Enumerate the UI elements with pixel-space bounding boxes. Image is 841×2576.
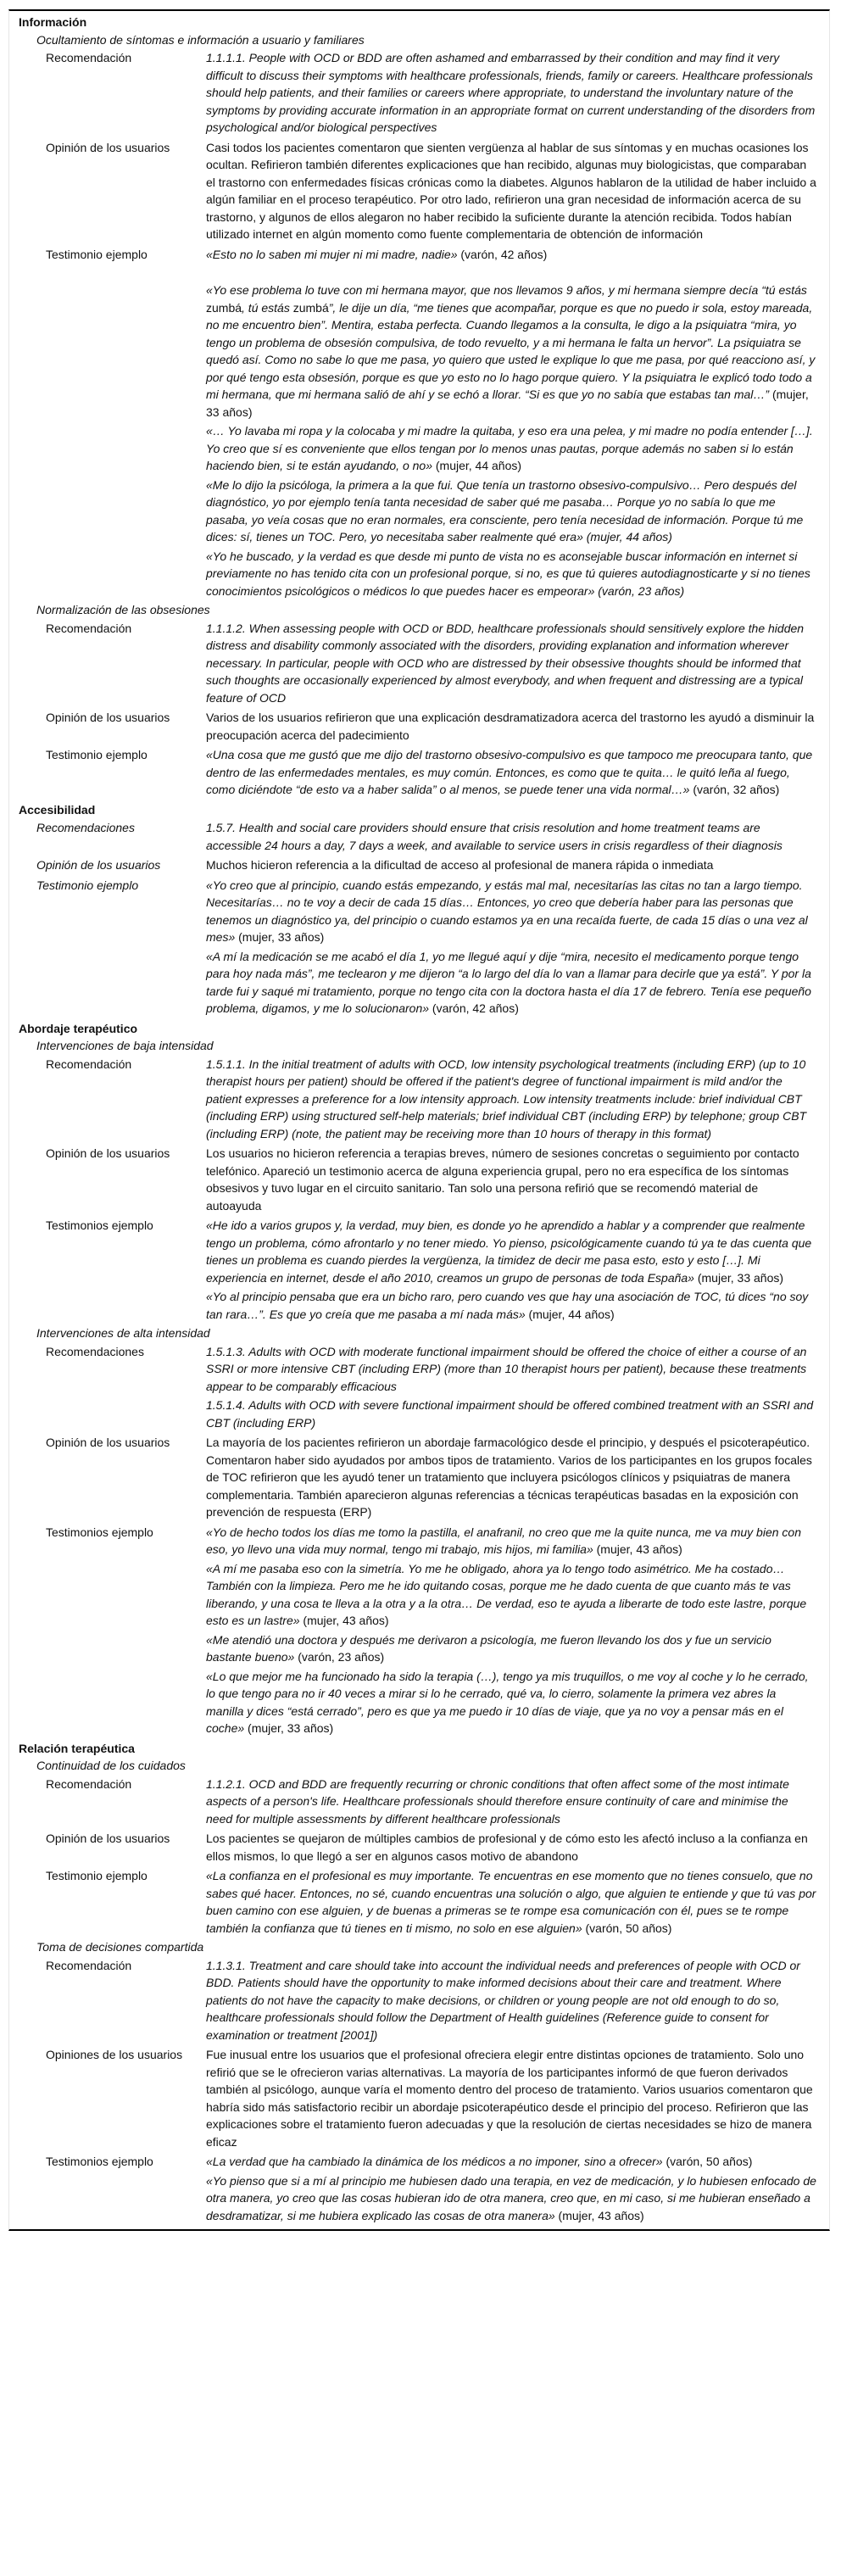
table-row: [9, 877, 829, 1019]
section-title: Abordaje terapéutico: [19, 1021, 138, 1035]
row-value: [206, 877, 816, 1019]
quote-text: 1.1.2.1. OCD and BDD are frequently recurring or chronic conditions that often affect some of the most intimate aspects of a person's life. Healthcare professionals should therefore ensure continuity of care and minimise the need for multiple assessments by different healthcare professionals: [206, 1776, 789, 1826]
row-label: Recomendaciones: [46, 1344, 144, 1358]
table-row: [9, 2153, 829, 2226]
paragraph: [206, 1217, 816, 1286]
attribution-text: (mujer, 43 años): [593, 1542, 682, 1556]
row-value: [206, 1145, 816, 1216]
attribution-text: zumbá: [292, 300, 329, 315]
quote-text: «Yo pienso que si a mí al principio me hubiesen dado una terapia, en vez de medicación, y lo hubiesen enfocado de otra manera, yo creo que las cosas hubieran ido de otra manera, creo que, en mi caso, si me hubieran enseñado a desdramatizar, si me hubiera explicado las cosas de otra manera»: [206, 2173, 816, 2222]
paragraph: [206, 246, 816, 264]
paragraph: [206, 49, 816, 137]
quote-text: «La verdad que ha cambiado la dinámica de los médicos a no imponer, sino a ofrecer»: [206, 2155, 663, 2168]
paragraph: [206, 1867, 816, 1937]
paragraph: [206, 2153, 816, 2171]
table-row: [9, 746, 829, 800]
paragraph: [206, 1560, 816, 1630]
paragraph: [206, 746, 816, 799]
paragraph: [206, 856, 816, 874]
row-label: Recomendación: [46, 1776, 132, 1791]
quote-text: «La confianza en el profesional es muy importante. Te encuentras en ese momento que no tienes consuelo, que no sabes qué hacer. Entonces, no sé, cuando encuentras una solución o algo, que alguien te entiende y que tú vas por buen camino con ese alguien, y de buenas a primeras se te rompe esa comunicación con él, pues se te rompe también la confianza que tú tienes en ti mismo, no solo en ese alguien»: [206, 1869, 816, 1935]
paragraph: [206, 2046, 816, 2150]
table-row: [9, 1217, 829, 1324]
row-value: [206, 49, 816, 138]
attribution-text: (varón, 42 años): [429, 1001, 519, 1015]
paragraph: [206, 819, 816, 854]
quote-text: «Esto no lo saben mi mujer ni mi madre, nadie»: [206, 247, 458, 261]
quote-text: «Yo de hecho todos los días me tomo la pastilla, el anafranil, no creo que me la quite nunca, me va muy bien con eso, yo llevo una vida muy normal, tengo mi trabajo, mis hijos, mi familia»: [206, 1525, 801, 1556]
row-value: [206, 819, 816, 856]
paragraph: [206, 1524, 816, 1558]
table-row: [9, 1830, 829, 1866]
attribution-text: (varón, 50 años): [582, 1921, 672, 1935]
quote-text: «Yo al principio pensaba que era un bicho raro, pero cuando ves que hay una asociación de TOC, tú dices “no soy tan rara…”. Es que yo creía que me pasaba a mí nada más»: [206, 1290, 809, 1321]
table-row: [9, 1776, 829, 1830]
quote-text: 1.1.1.1. People with OCD or BDD are often ashamed and embarrassed by their condition and may find it very difficult to discuss their symptoms with healthcare professionals, friends, family or careers. Healthcare professionals should help patients, and their families or careers where appropriate, to understand the involuntary nature of the symptoms by providing accurate information in an appropriate format on current understanding of the disorders from psychological and/or biological perspectives: [206, 51, 816, 134]
row-label: Recomendación: [46, 51, 132, 64]
attribution-text: Fue inusual entre los usuarios que el profesional ofreciera elegir entre distintas opciones de tratamiento. Solo uno refirió que se le ofrecieron varias alternativas. La mayoría de los participantes informó de que fueron derivados también al psicólogo, aunque varía el momento dentro del proceso de tratamiento. Varios usuarios comentaron que habría sido más satisfactorio recibir un abordaje psicoterapéutico desde el principio del proceso. Refirieron que las explicaciones sobre el tratamiento fueron adecuadas y que la resolución de ciertas necesidades se hizo de manera eficaz: [206, 2048, 813, 2149]
row-label: Testimonio ejemplo: [46, 748, 148, 761]
attribution-text: zumbá: [206, 300, 242, 315]
row-value: [206, 139, 816, 245]
row-value: [206, 709, 816, 745]
attribution-text: (mujer, 33 años): [206, 388, 809, 419]
paragraph: [206, 422, 816, 475]
paragraph: [206, 620, 816, 707]
guidelines-table: [8, 9, 830, 2231]
row-label: Opinión de los usuarios: [46, 140, 170, 154]
row-label: Testimonio ejemplo: [46, 1869, 148, 1882]
row-label: Recomendación: [46, 1958, 132, 1972]
subsection-title: Ocultamiento de síntomas e información a usuario y familiares: [36, 32, 365, 47]
subsection-title: Continuidad de los cuidados: [36, 1759, 186, 1772]
attribution-text: (varón, 42 años): [457, 247, 548, 261]
row-label: Opinión de los usuarios: [46, 1436, 170, 1449]
quote-text: , tú estás: [242, 300, 293, 315]
attribution-text: (mujer, 44 años): [525, 1307, 615, 1321]
row-value: [206, 1056, 816, 1145]
row-label: Recomendación: [46, 1057, 132, 1071]
paragraph: [206, 1668, 816, 1737]
row-value: [206, 746, 816, 800]
attribution-text: (mujer, 43 años): [554, 2208, 644, 2222]
quote-text: 1.1.3.1. Treatment and care should take into account the individual needs and preferences of people with OCD or BDD. Patients should have the opportunity to make informed decisions about their care and treatment. Where patients do not have the capacity to make decisions, or children or young people are not old enough to do so, healthcare professionals should follow the Department of Health guidelines (Reference guide to consent for examination or treatment [2001]): [206, 1958, 800, 2042]
table-row: [9, 1524, 829, 1739]
paragraph: [206, 1631, 816, 1666]
quote-text: «A mí me pasaba eso con la simetría. Yo me he obligado, ahora ya lo tengo todo asimétrico. Me ha costado… También con la limpieza. Pero me he ido quitando cosas, porque me he dado cuenta de que cuanto más te vas liberando, y una cosa te lleva a la otra y a la otra… De verdad, eso te ayuda a liberarte de todo este lastre, porque esto es un lastre»: [206, 1561, 807, 1627]
paragraph: [206, 2172, 816, 2225]
row-label: Opinión de los usuarios: [46, 1146, 170, 1160]
attribution-text: (varón, 23 años): [294, 1650, 385, 1664]
table-row: [9, 1434, 829, 1523]
row-label: Opiniones de los usuarios: [46, 2048, 183, 2061]
row-label: Opinión de los usuarios: [46, 711, 170, 724]
paragraph: [206, 548, 816, 600]
subsection-title: Intervenciones de baja intensidad: [36, 1039, 214, 1052]
row-label: Recomendación: [46, 621, 132, 635]
attribution-text: (varón, 32 años): [689, 783, 780, 796]
table-row: [9, 1145, 829, 1216]
row-label: Opinión de los usuarios: [36, 858, 161, 872]
table-row: [9, 1957, 829, 2046]
row-value: [206, 1957, 816, 2046]
row-value: [206, 1776, 816, 1830]
paragraph: [206, 1343, 816, 1396]
paragraph: [206, 1288, 816, 1323]
table-row: [9, 246, 829, 602]
section-title: Relación terapéutica: [19, 1741, 135, 1755]
attribution-text: (mujer, 43 años): [299, 1614, 389, 1627]
attribution-text: (mujer, 33 años): [693, 1270, 784, 1285]
row-label: Testimonios ejemplo: [46, 1525, 153, 1539]
row-value: [206, 856, 816, 876]
row-value: [206, 1867, 816, 1938]
quote-text: 1.5.1.3. Adults with OCD with moderate functional impairment should be offered the choice of either a course of an SSRI or more intensive CBT (including ERP) (more than 10 therapist hours per patient), because these treatments appear to be comparably efficacious: [206, 1344, 807, 1393]
subsection-title: Normalización de las obsesiones: [36, 603, 210, 616]
paragraph: [206, 1957, 816, 2044]
table-row: [9, 819, 829, 856]
quote-text: «Una cosa que me gustó que me dijo del trastorno obsesivo-compulsivo es que tampoco me preocupara tanto, que dentro de las enfermedades mentales, es muy común. Entonces, es como que te quita… le quitó leña al fuego, como diciéndote “de esto va a haber salida” o al menos, se puede tener una vida normal…»: [206, 748, 813, 796]
table-row: [9, 620, 829, 709]
quote-text: «Yo creo que al principio, cuando estás empezando, y estás mal mal, necesitarías las citas no tan a largo tiempo. Necesitarías… no te voy a decir de cada 15 días… Entonces, yo creo que debería haber para las personas que tenemos un diagnóstico ya, del principio o cuando estamos ya en una recaída fuerte, de cada 15 días o una vez al mes»: [206, 878, 808, 944]
row-label: Testimonio ejemplo: [36, 878, 139, 892]
paragraph: [206, 1830, 816, 1865]
row-value: [206, 246, 816, 602]
attribution-text: (mujer, 33 años): [244, 1721, 334, 1735]
table-row: [9, 856, 829, 876]
quote-text: «Me lo dijo la psicóloga, la primera a la que fui. Que tenía un trastorno obsesivo-compulsivo… Pero después del diagnóstico, yo por ejemplo tenía tanta necesidad de saber qué me pasaba… Porque yo no sabía lo que me pasaba, yo veía cosas que no eran normales, era consciente, pero tenía necesidad de información. Porque tú me dices: sí, tienes un TOC. Pero, yo necesitaba saber realmente qué era» (mujer, 44 años): [206, 477, 804, 544]
paragraph: [206, 1145, 816, 1214]
attribution-text: Los usuarios no hicieron referencia a terapias breves, número de sesiones concretas o seguimiento por contacto telefónico. Apareció un testimonio acerca de alguna experiencia grupal, pero no era específica de los síntomas obsesivos y tuvo lugar en el circuito sanitario. Tan solo una persona refirió que se recomendó material de autoayuda: [206, 1146, 799, 1213]
attribution-text: (varón, 50 años): [662, 2155, 753, 2168]
quote-text: «… Yo lavaba mi ropa y la colocaba y mi madre la quitaba, y eso era una pelea, y mi madre no podía entender […]. Yo creo que sí es conveniente que ellos tengan por lo menos unas pautas, porque además no saben si lo están haciendo bien, si te están ayudando, o no»: [206, 424, 813, 472]
row-value: [206, 620, 816, 709]
attribution-text: Muchos hicieron referencia a la dificultad de acceso al profesional de manera rápida o inmediata: [206, 858, 714, 872]
table-row: [9, 49, 829, 138]
table-row: [9, 709, 829, 745]
paragraph: [206, 1434, 816, 1521]
table-row: [9, 1867, 829, 1938]
quote-text: «Lo que mejor me ha funcionado ha sido la terapia (…), tengo ya mis truquillos, o me voy al coche y lo he cerrado, lo que tengo para no ir 40 veces a mirar si lo he cerrado, qué va, lo cierro, solamente la primera vez abres la manilla y dices “está cerrado”, pero es que ya me puedo ir 10 días de viaje, que ya no voy a pensar más en el coche»: [206, 1669, 809, 1735]
row-value: [206, 2046, 816, 2152]
quote-text: ”, le dije un día, “me tienes que acompañar, porque es que no puedo ir sola, estoy mareada, no me encuentro bien”. Mentira, estaba perfecta. Cuando llegamos a la consulta, le digo a la psiquiatra “mira, yo tengo un problema de obsesión compulsiva, de todo revuelto, y a mi hermana le falta un hervor”. La psiquiatra se quedó así. Como no sabe lo que me pasa, yo quiero que usted le explique lo que me pasa, por qué reacciono así, y por qué tengo esta obsesión, porque es que yo esto no lo hago porque quiero. Y la psiquiatra le explicó todo todo a mi hermana, que mi hermana salió de ahí y se echó a llorar. “Si es que yo no sabía que estabas tan mal…”: [206, 300, 816, 401]
paragraph: [206, 282, 816, 421]
attribution-text: La mayoría de los pacientes refirieron un abordaje farmacológico desde el principio, y después el psicoterapéutico. Comentaron haber sido ayudados por ambos tipos de tratamiento. Varios de los participantes en los grupos focales de TOC refirieron que les ayudó tener un tratamiento que incluyera psicólogos clínicos y psiquiatras de manera complementaria. También aparecieron algunas referencias a técnicas terapéuticas basadas en la exposición con prevención de respuesta (ERP): [206, 1436, 812, 1519]
attribution-text: (mujer, 33 años): [235, 930, 325, 944]
row-label: Testimonios ejemplo: [46, 1218, 153, 1232]
row-value: [206, 1343, 816, 1434]
paragraph: [206, 477, 816, 546]
row-value: [206, 1217, 816, 1324]
quote-text: «Yo ese problema lo tuve con mi hermana mayor, que nos llevamos 9 años, y mi hermana siempre decía “tú estás: [206, 283, 807, 297]
quote-text: «A mí la medicación se me acabó el día 1, yo me llegué aquí y dije “mira, necesito el medicamento porque tengo para hoy nada más”, me teclearon y me dijeron “a lo largo del día lo van a llamar para decirle que ya está”. Y por la tarde fui y saqué mi tratamiento, porque no tengo cita con la doctora hasta el día 17 de febrero. Tenía ese pequeño problema, digamos, y me lo solucionaron»: [206, 949, 811, 1015]
table-row: [9, 2046, 829, 2152]
quote-text: «Yo he buscado, y la verdad es que desde mi punto de vista no es aconsejable buscar información en internet si previamente no has tenido cita con un profesional porque, si no, es que tú quieres autodiagnosticarte y si no tienes conocimientos psicológicos o médicos lo que puedes hacer es empeorar» (varón, 23 años): [206, 549, 810, 598]
row-value: [206, 1434, 816, 1523]
row-label: Testimonio ejemplo: [46, 247, 148, 261]
quote-text: 1.5.1.4. Adults with OCD with severe functional impairment should be offered combined treatment with an SSRI and CBT (including ERP): [206, 1398, 814, 1430]
quote-text: 1.1.1.2. When assessing people with OCD or BDD, healthcare professionals should sensitively explore the hidden distress and disability commonly associated with the disorders, providing explanation and information wherever necessary. In particular, people with OCD who are distressed by their obsessive thoughts should be informed that such thoughts are occasionally experienced by almost everybody, and when frequent and distressing are a typical feature of OCD: [206, 621, 805, 705]
attribution-text: Varios de los usuarios refirieron que una explicación desdramatizadora acerca del trastorno les ayudó a disminuir la preocupación acerca del padecimiento: [206, 711, 815, 742]
paragraph: [206, 709, 816, 744]
attribution-text: Casi todos los pacientes comentaron que sienten vergüenza al hablar de sus síntomas y en muchas ocasiones los ocultan. Refirieron también diferentes explicaciones que han recibido, algunas muy biologicistas, que comparaban el trastorno con enfermedades físicas crónicas como la diabetes. Algunos hablaron de la utilidad de haber incluido a algún familiar en el proceso terapéutico. Por otro lado, refirieron una gran necesidad de información acerca de su trastorno, y algunos de ellos alegaron no haber recibido la suficiente durante la atención recibida. Todos habían utilizado internet en algún momento como fuente complementaria de obtención de información: [206, 140, 816, 241]
attribution-text: Los pacientes se quejaron de múltiples cambios de profesional y de cómo esto les afectó incluso a la confianza en ellos mismos, lo que llegó a ser en algunos casos motivo de abandono: [206, 1832, 808, 1863]
subsection-title: Intervenciones de alta intensidad: [36, 1326, 210, 1340]
paragraph: [206, 139, 816, 243]
paragraph: [206, 1056, 816, 1143]
paragraph: [206, 1397, 816, 1431]
section-title: Información: [19, 15, 87, 29]
row-label: Opinión de los usuarios: [46, 1832, 170, 1845]
row-value: [206, 2153, 816, 2226]
paragraph: [206, 1776, 816, 1828]
table-row: [9, 1056, 829, 1145]
section-title: Accesibilidad: [19, 802, 96, 817]
table-row: [9, 139, 829, 245]
table-row: [9, 1343, 829, 1434]
subsection-title: Toma de decisiones compartida: [36, 1940, 204, 1954]
quote-text: «Me atendió una doctora y después me derivaron a psicología, me fueron llevando los dos y fue un servicio bastante bueno»: [206, 1632, 771, 1664]
quote-text: «He ido a varios grupos y, la verdad, muy bien, es donde yo he aprendido a hablar y a comprender que realmente tengo un problema, cómo afrontarlo y no tener miedo. Yo pienso, psicológicamente cuando tú ya te das cuenta que tienes un problema es cuando pierdes la vergüenza, la timidez de decir me pasa esto, esto y esto […]. Mi experiencia en internet, desde el año 2010, creamos un grupo de personas de toda España»: [206, 1218, 812, 1285]
row-value: [206, 1830, 816, 1866]
attribution-text: (mujer, 44 años): [432, 459, 522, 472]
quote-text: 1.5.1.1. In the initial treatment of adults with OCD, low intensity psychological treatments (including ERP) (up to 10 therapist hours per patient) should be offered if the patient's degree of functional impairment is mild and/or the patient expresses a preference for a low intensity approach. Low intensity treatments include: brief individual CBT (including ERP) using structured self-help materials; brief individual CBT (including ERP) by telephone; group CBT (including ERP) (note, the patient may be receiving more than 10 hours of therapy in this format): [206, 1057, 807, 1140]
row-value: [206, 1524, 816, 1739]
row-label: Testimonios ejemplo: [46, 2155, 153, 2168]
paragraph: [206, 877, 816, 946]
paragraph: [206, 948, 816, 1018]
quote-text: 1.5.7. Health and social care providers should ensure that crisis resolution and home treatment teams are accessible 24 hours a day, 7 days a week, and available to service users in crisis regardless of their diagnosis: [206, 821, 783, 852]
row-label: Recomendaciones: [36, 821, 135, 834]
